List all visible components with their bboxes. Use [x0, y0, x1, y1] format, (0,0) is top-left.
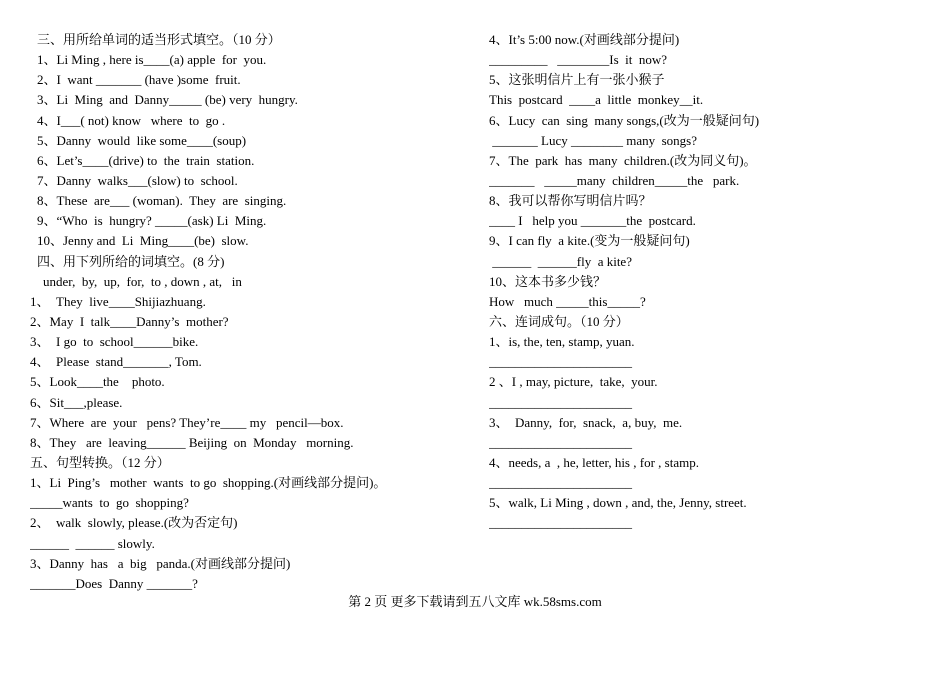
question-line: 7、Danny walks___(slow) to school.: [37, 172, 238, 188]
question-line: 4、needs, a , he, letter, his , for , stamp.: [489, 454, 699, 470]
answer-line: ______________________: [489, 475, 632, 491]
right-column: [489, 30, 929, 534]
question-line: 1、is, the, ten, stamp, yuan.: [489, 334, 635, 350]
question-line: 7、Where are your pens? They’re____ my pencil—box.: [30, 414, 344, 430]
left-column: [30, 30, 450, 594]
question-line: 8、我可以帮你写明信片吗？: [489, 193, 652, 209]
question-line: 4、 Please stand_______, Tom.: [30, 354, 202, 370]
question-line: 4、I___( not) know where to go .: [37, 112, 226, 128]
question-line: 2、I want _______ (have )some fruit.: [37, 72, 241, 88]
question-line: 2 、I , may, picture, take, your.: [489, 374, 658, 390]
question-line: 5、Look____the photo.: [30, 374, 165, 390]
answer-line: ______________________: [489, 354, 632, 370]
question-line: 3、Danny has a big panda.(对画线部分提问): [30, 555, 291, 571]
section-heading-word-order: 六、连词成句。（10 分）: [489, 313, 629, 329]
section-heading-fill-blanks: 三、用所给单词的适当形式填空。（10 分）: [37, 32, 281, 47]
answer-line: _______Does Danny _______?: [30, 575, 198, 591]
answer-line: _______ _____many children_____the park.: [489, 172, 740, 188]
question-line: 3、 I go to school______bike.: [30, 334, 199, 350]
question-line: 6、Let’s____(drive) to the train station.: [37, 152, 255, 168]
page-footer: 第 2 页 更多下载请到五八文库 wk.58sms.com: [348, 594, 602, 609]
question-line: 1、Li Ming , here is____(a) apple for you.: [37, 52, 267, 68]
question-line: 4、It’s 5:00 now.(对画线部分提问): [489, 32, 680, 47]
question-line: 8、These are___ (woman). They are singing.: [37, 193, 287, 209]
answer-line: ______ ______fly a kite?: [489, 253, 632, 269]
answer-line: ____ I help you _______the postcard.: [489, 213, 696, 229]
answer-line: ______________________: [489, 434, 632, 450]
answer-line: _____wants to go shopping?: [30, 495, 189, 511]
question-line: 5、这张明信片上有一张小猴子: [489, 72, 665, 88]
question-line: 5、Danny would like some____(soup): [37, 132, 247, 148]
answer-line: How much _____this_____?: [489, 293, 646, 309]
question-line: 9、“Who is hungry? _____(ask) Li Ming.: [37, 213, 267, 229]
question-line: 1、 They live____Shijiazhuang.: [30, 293, 206, 309]
question-line: 3、Li Ming and Danny_____ (be) very hungry.: [37, 92, 298, 108]
question-line: 1、Li Ping’s mother wants to go shopping.(对画线部分提问)。: [30, 475, 387, 491]
answer-line: ______________________: [489, 394, 632, 410]
answer-line: This postcard ____a little monkey__it.: [489, 92, 704, 108]
answer-line: ______________________: [489, 515, 632, 531]
question-line: 7、The park has many children.(改为同义句)。: [489, 152, 757, 168]
question-line: 10、Jenny and Li Ming____(be) slow.: [37, 233, 249, 249]
question-line: 6、Lucy can sing many songs,(改为一般疑问句): [489, 112, 760, 128]
question-line: 10、这本书多少钱？: [489, 273, 607, 289]
question-line: 2、 walk slowly, please.(改为否定句): [30, 515, 238, 531]
question-line: 2、May I talk____Danny’s mother?: [30, 313, 229, 329]
question-line: 8、They are leaving______ Beijing on Monday morning.: [30, 434, 354, 450]
answer-line: ______ ______ slowly.: [30, 535, 155, 551]
answer-line: _________ ________Is it now?: [489, 52, 668, 68]
answer-line: _______ Lucy ________ many songs?: [489, 132, 697, 148]
question-line: 3、 Danny, for, snack, a, buy, me.: [489, 414, 683, 430]
question-line: 6、Sit___,please.: [30, 394, 123, 410]
question-line: 9、I can fly a kite.(变为一般疑问句): [489, 233, 690, 249]
word-bank: under, by, up, for, to , down , at, in: [43, 273, 242, 289]
section-heading-prepositions: 四、用下列所给的词填空。(8 分): [37, 253, 225, 269]
question-line: 5、walk, Li Ming , down , and, the, Jenny, street.: [489, 495, 747, 511]
section-heading-sentence-transform: 五、句型转换。（12 分）: [30, 454, 170, 470]
